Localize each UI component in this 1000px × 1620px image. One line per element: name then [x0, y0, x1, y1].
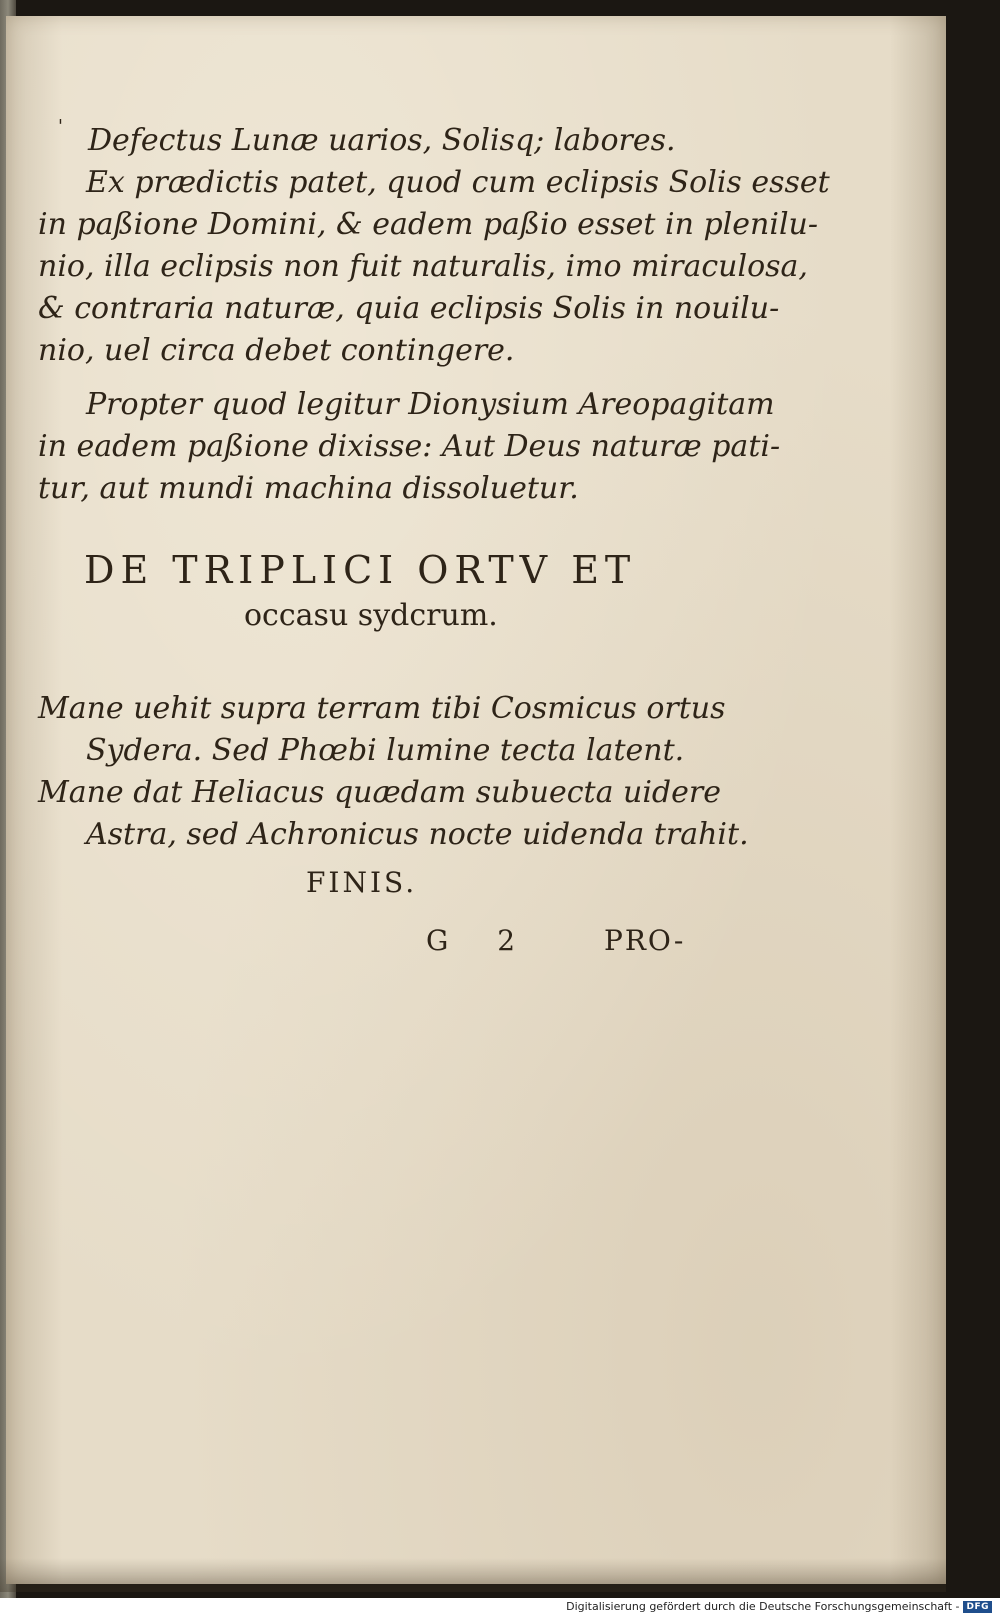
- paragraph-2-line-2: in eadem paßione dixisse: Aut Deus naturæ pati-: [38, 429, 781, 464]
- section-subheading: occasu sydcrum.: [244, 598, 498, 633]
- section-heading: DE TRIPLICI ORTV ET: [84, 548, 637, 592]
- paragraph-2-line-3: tur, aut mundi machina dissoluetur.: [38, 471, 579, 506]
- verse-line-4: Astra, sed Achronicus nocte uidenda trahit.: [86, 817, 749, 852]
- paragraph-1-line-5: & contraria naturæ, quia eclipsis Solis in nouilu-: [38, 291, 780, 326]
- finis-label: FINIS.: [306, 866, 418, 899]
- verse-line-2: Sydera. Sed Phœbi lumine tecta latent.: [86, 733, 685, 768]
- digitization-credit: [566, 1600, 992, 1613]
- paragraph-1-line-4: nio, illa eclipsis non fuit naturalis, imo miraculosa,: [38, 249, 808, 284]
- book-page: [6, 16, 946, 1584]
- credit-text: Digitalisierung gefördert durch die Deutsche Forschungsgemeinschaft -: [566, 1600, 960, 1613]
- paragraph-1-line-3: in paßione Domini, & eadem paßio esset in plenilu-: [38, 207, 818, 242]
- paragraph-2-line-1: Propter quod legitur Dionysium Areopagitam: [86, 387, 775, 422]
- paragraph-1-line-1: Defectus Lunæ uarios, Solisq; labores.: [88, 123, 676, 158]
- page-bottom-shadow: [0, 1558, 946, 1592]
- catchword: PRO-: [604, 924, 686, 957]
- paragraph-1-line-2: Ex prædictis patet, quod cum eclipsis Solis esset: [86, 165, 830, 200]
- dfg-logo: DFG: [963, 1601, 992, 1613]
- signature-mark: G 2: [426, 924, 516, 957]
- verse-line-1: Mane uehit supra terram tibi Cosmicus ortus: [38, 691, 726, 726]
- verse-line-3: Mane dat Heliacus quædam subuecta uidere: [38, 775, 721, 810]
- stray-mark: ': [58, 116, 63, 137]
- paragraph-1-line-6: nio, uel circa debet contingere.: [38, 333, 515, 368]
